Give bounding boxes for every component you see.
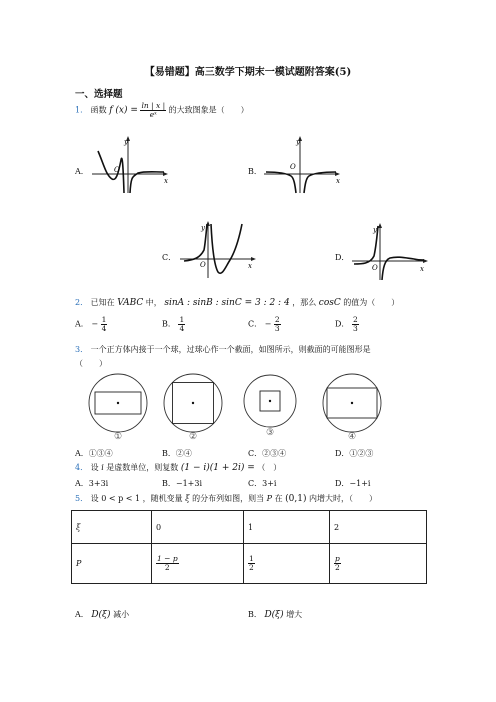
fraction-denominator: 4 <box>179 324 185 333</box>
figure-1 <box>86 371 150 441</box>
fraction-numerator: ln | x | <box>141 101 166 110</box>
question-number: 2． <box>75 298 89 307</box>
axis-label-x: x <box>420 265 424 273</box>
table-cell: ξ <box>72 511 152 544</box>
axis-origin: O <box>114 166 120 174</box>
option-b: B．②④ <box>162 449 192 458</box>
question-text: ，那么 <box>292 298 317 307</box>
math-variable: P <box>266 494 273 503</box>
option-d: D．−1+i <box>335 479 371 488</box>
question-text: ，随机变量 <box>142 494 183 503</box>
question-4 <box>75 462 281 473</box>
fraction-numerator: 2 <box>352 315 358 324</box>
fraction-numerator: 2 <box>274 315 280 324</box>
question-text: 一个正方体内接于一个球，过球心作一个截面，如图所示，则截面的可能图形是 <box>90 345 371 354</box>
table-cell: 0 <box>152 511 244 544</box>
axis-label-y: y <box>373 226 377 234</box>
figure-4 <box>320 371 384 441</box>
table-cell: 2 <box>330 511 427 544</box>
section-heading: 一、选择题 <box>75 89 123 100</box>
option-c: C．3+i <box>248 479 277 488</box>
table-cell <box>330 544 427 584</box>
option-b <box>162 316 185 333</box>
table-cell: P <box>72 544 152 584</box>
fraction-denominator: 4 <box>101 324 107 333</box>
math-expression: (0,1) <box>285 494 307 504</box>
question-text: 的分布列如图，则当 <box>192 494 265 503</box>
option-label: A． <box>75 610 89 619</box>
axis-label-x: x <box>164 177 168 185</box>
fraction <box>101 316 108 333</box>
option-label: B． <box>162 319 176 329</box>
question-text: 设 <box>90 494 99 503</box>
math-variable: i <box>101 463 104 472</box>
graph-option-c <box>178 220 258 280</box>
math-expression: VABC <box>117 298 144 308</box>
fraction <box>156 555 179 572</box>
math-expression: sinA : sinB : sinC = 3 : 2 : 4 <box>164 298 290 308</box>
option-label: A． <box>75 167 89 176</box>
question-3 <box>75 344 371 355</box>
math-expression: cosC <box>318 298 341 308</box>
math-expression: D(ξ) <box>264 610 284 620</box>
question-text: 设 <box>90 463 99 472</box>
option-label: D． <box>335 319 350 329</box>
axis-origin: O <box>290 163 296 171</box>
table-row <box>72 511 427 544</box>
option-d <box>335 316 359 333</box>
option-c: C．②③④ <box>248 449 287 458</box>
option-label: D． <box>335 253 350 262</box>
option-b: B．−1+3i <box>162 479 203 488</box>
graph-option-d <box>350 222 430 282</box>
axis-origin: O <box>200 261 206 269</box>
axis-label-x: x <box>248 262 252 270</box>
minus-sign: − <box>264 319 272 329</box>
fraction-numerator: 1 <box>179 315 185 324</box>
axis-label-y: y <box>296 138 300 146</box>
option-label: B． <box>248 167 262 176</box>
option-label: A． <box>75 319 89 329</box>
question-number: 4． <box>75 463 89 472</box>
option-b <box>248 609 302 620</box>
question-text: （ ） <box>257 463 282 472</box>
fraction <box>274 316 281 333</box>
figure-2 <box>161 371 225 441</box>
question-text: 的大致图象是（ ） <box>168 105 249 115</box>
question-text: 是虚数单位，则复数 <box>106 463 179 472</box>
option-a <box>75 316 107 333</box>
question-text: 内增大时，（ ） <box>309 494 378 503</box>
question-5 <box>75 493 377 504</box>
table-cell <box>244 544 330 584</box>
figure-label: ③ <box>265 428 275 438</box>
page-title: 【易错题】高三数学下期末一模试题附答案(5) <box>144 67 352 78</box>
fraction <box>178 316 185 333</box>
fraction <box>140 102 166 119</box>
question-3-paren: （ ） <box>75 359 107 368</box>
fraction <box>352 316 359 333</box>
option-a: A．3+3i <box>75 479 109 488</box>
figure-label: ② <box>188 432 198 441</box>
option-c <box>248 316 281 333</box>
math-variable: ξ <box>185 494 190 503</box>
question-text: 中， <box>145 298 162 307</box>
option-a <box>75 609 129 620</box>
option-label: B． <box>248 610 262 619</box>
fraction-numerator: p <box>335 554 340 563</box>
fraction-numerator: 1 <box>249 554 254 563</box>
option-label: C． <box>162 253 177 262</box>
fraction-denominator: 2 <box>335 563 340 572</box>
question-1 <box>75 102 249 119</box>
fraction-numerator: 1 <box>101 315 107 324</box>
option-a: A．①③④ <box>75 449 113 458</box>
axis-origin: O <box>372 264 378 272</box>
table-cell: 1 <box>244 511 330 544</box>
figure-label: ① <box>113 432 123 441</box>
fraction-denominator: 2 <box>249 563 254 572</box>
table-row <box>72 544 427 584</box>
math-expression: f (x) = <box>109 105 138 116</box>
axis-label-y: y <box>124 138 128 146</box>
minus-sign: − <box>91 319 99 329</box>
axis-label-y: y <box>201 224 205 232</box>
fraction-denominator: 3 <box>274 324 280 333</box>
question-text: 的值为（ ） <box>343 298 400 307</box>
option-text: 增大 <box>286 610 303 619</box>
fraction-numerator: 1 − p <box>157 554 178 563</box>
table-cell <box>152 544 244 584</box>
option-label: C． <box>248 319 263 329</box>
option-text: 减小 <box>113 610 130 619</box>
question-text: 已知在 <box>90 298 115 307</box>
figure-label: ④ <box>347 432 357 441</box>
distribution-table <box>71 510 427 584</box>
fraction-denominator: 3 <box>352 324 358 333</box>
question-number: 1． <box>75 105 89 115</box>
math-expression: 0 < p < 1 <box>101 494 141 503</box>
question-text: 在 <box>274 494 283 503</box>
fraction-denominator: eˣ <box>149 110 157 119</box>
fraction <box>334 555 341 572</box>
graph-option-a <box>90 135 170 195</box>
question-2 <box>75 297 399 308</box>
question-text: 函数 <box>90 105 107 115</box>
fraction-denominator: 2 <box>164 563 170 572</box>
question-number: 5． <box>75 494 89 503</box>
figure-3 <box>238 371 302 441</box>
math-expression: (1 − i)(1 + 2i) = <box>180 463 255 473</box>
graph-option-b <box>262 135 342 195</box>
fraction <box>248 555 255 572</box>
axis-label-x: x <box>336 177 340 185</box>
math-expression: D(ξ) <box>91 610 111 620</box>
option-d: D．①②③ <box>335 449 374 458</box>
question-number: 3． <box>75 345 89 354</box>
